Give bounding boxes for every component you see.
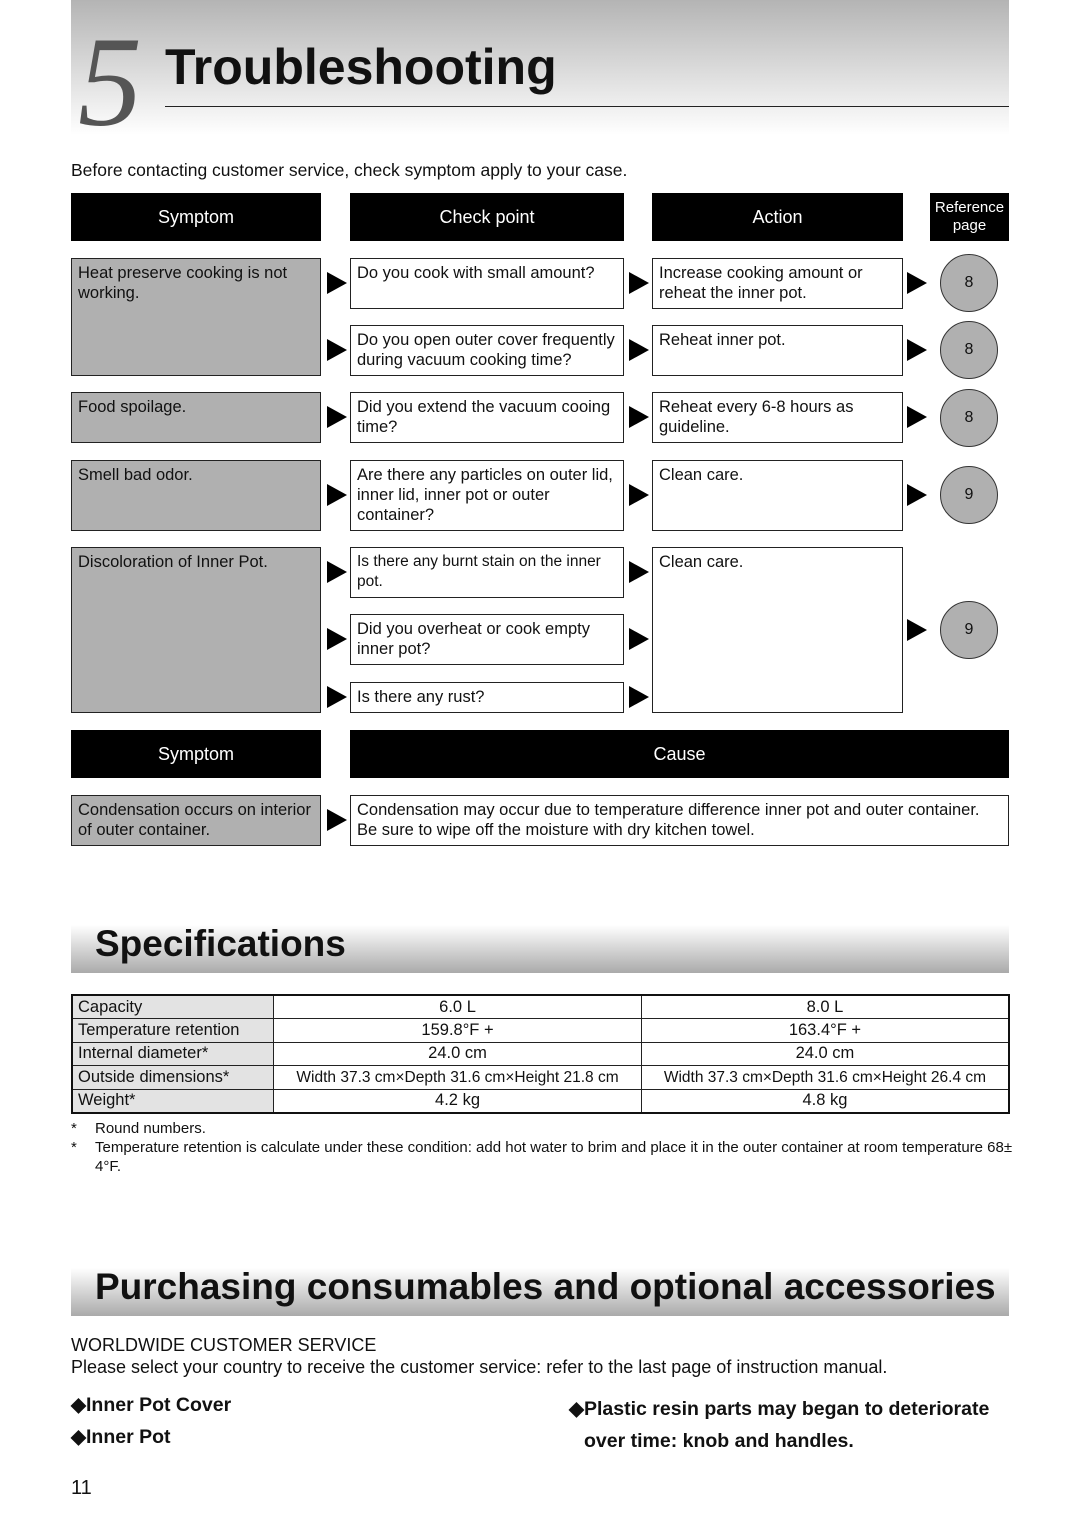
symptom-cell: Heat preserve cooking is not working. bbox=[71, 258, 321, 376]
check-cell: Do you open outer cover frequently during vacuum cooking time? bbox=[350, 325, 624, 376]
spec-value: 163.4°F + bbox=[641, 1019, 1009, 1043]
arrow-right-icon bbox=[629, 272, 649, 294]
symptom-cell: Food spoilage. bbox=[71, 392, 321, 443]
footnote-mark: * bbox=[71, 1120, 77, 1137]
service-text: Please select your country to receive the customer service: refer to the last page of instruction manual. bbox=[71, 1357, 888, 1377]
footnote bbox=[71, 1138, 1015, 1176]
service-block bbox=[71, 1334, 887, 1378]
table-row bbox=[72, 1019, 1009, 1043]
purchasing-title: Purchasing consumables and optional accessories bbox=[95, 1266, 996, 1307]
spec-value: 24.0 cm bbox=[641, 1042, 1009, 1066]
action-cell: Increase cooking amount or reheat the inner pot. bbox=[652, 258, 903, 309]
arrow-right-icon bbox=[629, 484, 649, 506]
accessory-item bbox=[71, 1393, 231, 1417]
arrow-right-icon bbox=[629, 406, 649, 428]
arrow-right-icon bbox=[907, 619, 927, 641]
check-cell: Did you overheat or cook empty inner pot? bbox=[350, 614, 624, 665]
footnote-text: Round numbers. bbox=[95, 1120, 206, 1137]
table-row bbox=[72, 1066, 1009, 1090]
spec-value: 4.8 kg bbox=[641, 1089, 1009, 1113]
title-divider bbox=[165, 106, 1009, 107]
symptom-cell: Condensation occurs on interior of outer container. bbox=[71, 795, 321, 846]
accessory-item bbox=[71, 1425, 171, 1449]
deterioration-note bbox=[569, 1393, 1014, 1457]
spec-value: 4.2 kg bbox=[274, 1089, 642, 1113]
reference-page-badge: 8 bbox=[940, 254, 998, 312]
diamond-bullet-icon: ◆ bbox=[71, 1426, 86, 1448]
arrow-right-icon bbox=[629, 561, 649, 583]
symptom-cell: Smell bad odor. bbox=[71, 460, 321, 531]
action-cell: Clean care. bbox=[652, 547, 903, 713]
arrow-right-icon bbox=[327, 561, 347, 583]
page-number: 11 bbox=[71, 1477, 92, 1499]
arrow-right-icon bbox=[327, 628, 347, 650]
arrow-right-icon bbox=[327, 484, 347, 506]
note-text: Plastic resin parts may began to deteriorate over time: knob and handles. bbox=[584, 1398, 990, 1452]
spec-value: Width 37.3 cm×Depth 31.6 cm×Height 21.8 cm bbox=[274, 1066, 642, 1090]
footnote-mark: * bbox=[71, 1139, 77, 1156]
arrow-right-icon bbox=[907, 339, 927, 361]
table-row bbox=[72, 1042, 1009, 1066]
header-symptom-2: Symptom bbox=[71, 730, 321, 778]
page-title: Troubleshooting bbox=[165, 39, 557, 95]
check-cell: Is there any rust? bbox=[350, 682, 624, 713]
header-action: Action bbox=[652, 193, 903, 241]
arrow-right-icon bbox=[327, 406, 347, 428]
arrow-right-icon bbox=[907, 484, 927, 506]
reference-page-badge: 9 bbox=[940, 601, 998, 659]
arrow-right-icon bbox=[327, 809, 347, 831]
table-row bbox=[72, 995, 1009, 1019]
reference-page-badge: 8 bbox=[940, 389, 998, 447]
arrow-right-icon bbox=[327, 339, 347, 361]
arrow-right-icon bbox=[629, 628, 649, 650]
header-symptom: Symptom bbox=[71, 193, 321, 241]
table-row bbox=[72, 1089, 1009, 1113]
specifications-table bbox=[71, 994, 1010, 1114]
chapter-number: 5 bbox=[78, 11, 142, 153]
cause-cell: Condensation may occur due to temperature difference inner pot and outer container. Be sure to wipe off the moisture with dry kitchen towel. bbox=[350, 795, 1009, 846]
symptom-cell: Discoloration of Inner Pot. bbox=[71, 547, 321, 713]
diamond-bullet-icon: ◆ bbox=[569, 1398, 584, 1420]
action-cell: Clean care. bbox=[652, 460, 903, 531]
arrow-right-icon bbox=[907, 272, 927, 294]
spec-label: Capacity bbox=[72, 995, 274, 1019]
diamond-bullet-icon: ◆ bbox=[71, 1394, 86, 1416]
arrow-right-icon bbox=[629, 686, 649, 708]
check-cell: Is there any burnt stain on the inner pot. bbox=[350, 547, 624, 598]
specifications-title: Specifications bbox=[95, 923, 346, 964]
header-cause: Cause bbox=[350, 730, 1009, 778]
check-cell: Do you cook with small amount? bbox=[350, 258, 624, 309]
spec-value: Width 37.3 cm×Depth 31.6 cm×Height 26.4 cm bbox=[641, 1066, 1009, 1090]
spec-label: Weight* bbox=[72, 1089, 274, 1113]
check-cell: Are there any particles on outer lid, inner lid, inner pot or outer container? bbox=[350, 460, 624, 531]
spec-value: 159.8°F + bbox=[274, 1019, 642, 1043]
footnote bbox=[71, 1119, 1015, 1138]
spec-label: Outside dimensions* bbox=[72, 1066, 274, 1090]
arrow-right-icon bbox=[629, 339, 649, 361]
accessory-label: Inner Pot Cover bbox=[86, 1394, 232, 1416]
arrow-right-icon bbox=[327, 686, 347, 708]
reference-page-badge: 9 bbox=[940, 466, 998, 524]
action-cell: Reheat every 6-8 hours as guideline. bbox=[652, 392, 903, 443]
intro-text: Before contacting customer service, check symptom apply to your case. bbox=[71, 160, 628, 180]
spec-value: 8.0 L bbox=[641, 995, 1009, 1019]
accessory-label: Inner Pot bbox=[86, 1426, 171, 1448]
header-reference-page: Reference page bbox=[930, 193, 1009, 241]
spec-value: 24.0 cm bbox=[274, 1042, 642, 1066]
action-cell: Reheat inner pot. bbox=[652, 325, 903, 376]
service-title: WORLDWIDE CUSTOMER SERVICE bbox=[71, 1335, 377, 1355]
arrow-right-icon bbox=[327, 272, 347, 294]
check-cell: Did you extend the vacuum cooing time? bbox=[350, 392, 624, 443]
spec-value: 6.0 L bbox=[274, 995, 642, 1019]
spec-label: Temperature retention bbox=[72, 1019, 274, 1043]
footnote-text: Temperature retention is calculate under these condition: add hot water to brim and place it in the outer container at room temperature 68± 4°F. bbox=[95, 1139, 1013, 1175]
spec-label: Internal diameter* bbox=[72, 1042, 274, 1066]
arrow-right-icon bbox=[907, 406, 927, 428]
reference-page-badge: 8 bbox=[940, 321, 998, 379]
header-check-point: Check point bbox=[350, 193, 624, 241]
